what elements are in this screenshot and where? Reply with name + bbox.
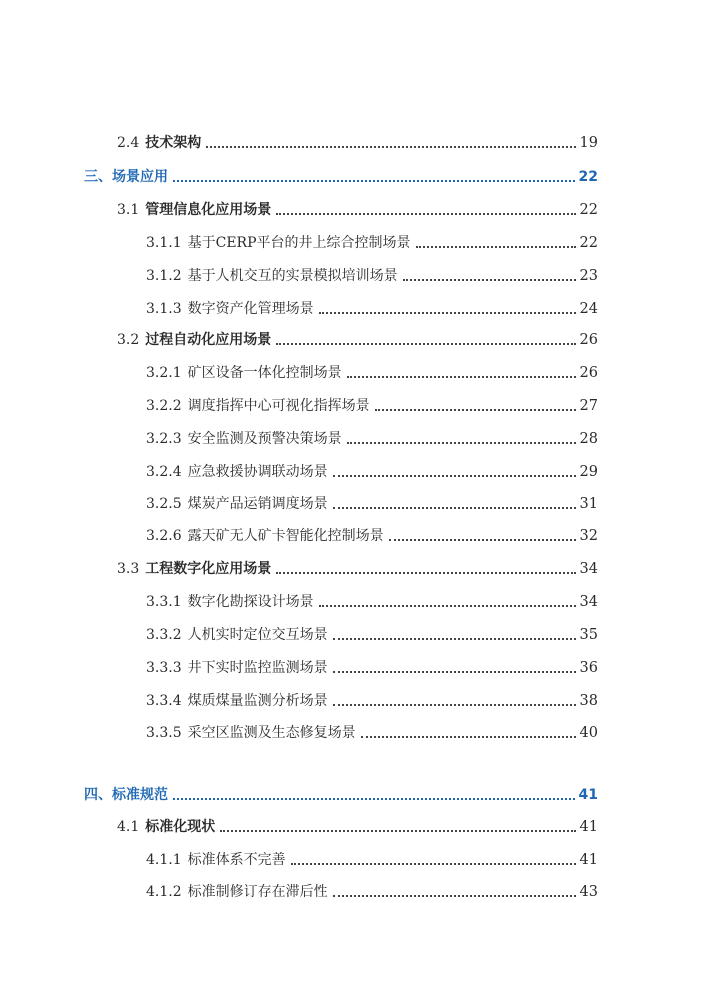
toc-entry-text: 人机实时定位交互场景 [187,627,328,643]
toc-entry-page: 26 [579,365,598,381]
toc-entry-title [117,134,201,152]
toc-entry-text: 煤质煤量监测分析场景 [187,693,328,709]
toc-entry-number: 3.2.5 [146,496,182,512]
toc-entry-page: 22 [578,169,598,185]
toc-entry-text: 应急救援协调联动场景 [187,464,328,480]
toc-entry[interactable] [0,164,598,186]
dot-leader [220,830,575,832]
toc-entry[interactable] [0,130,598,152]
toc-entry-title [146,883,328,901]
toc-entry-text: 基于CERP平台的井上综合控制场景 [187,235,411,251]
toc-entry-page: 34 [579,561,598,577]
toc-entry-number: 3.1.2 [146,268,182,284]
toc-entry-page: 23 [579,268,598,284]
toc-entry-title [146,626,328,644]
toc-entry-text: 采空区监测及生态修复场景 [187,725,356,741]
toc-entry-page: 38 [579,693,598,709]
toc-entry-text: 矿区设备一体化控制场景 [187,365,342,381]
toc-entry-number: 4.1 [117,819,140,835]
toc-entry-title [84,168,168,186]
dot-leader [333,475,576,477]
toc-entry-text: 标准制修订存在滞后性 [187,884,328,900]
toc-entry[interactable] [0,720,598,742]
toc-entry-text: 技术架构 [145,135,202,151]
toc-entry-page: 27 [579,398,598,414]
toc-entry-number: 3.2.1 [146,365,182,381]
dot-leader [416,246,576,248]
toc-entry-text: 四、标准规范 [84,787,168,803]
dot-leader [333,671,576,673]
toc-entry[interactable] [0,655,598,677]
toc-entry-page: 41 [578,787,598,803]
toc-entry[interactable] [0,879,598,901]
toc-entry-title [146,659,328,677]
toc-entry-title [146,234,411,252]
dot-leader [347,376,576,378]
toc-entry[interactable] [0,688,598,710]
toc-entry-number: 3.3.4 [146,693,182,709]
dot-leader [173,798,575,800]
toc-entry[interactable] [0,426,598,448]
dot-leader [403,279,576,281]
toc-entry[interactable] [0,393,598,415]
toc-entry-text: 三、场景应用 [84,169,168,185]
toc-entry-number: 4.1.2 [146,884,182,900]
toc-entry[interactable] [0,263,598,285]
toc-entry[interactable] [0,296,598,318]
dot-leader [206,146,575,148]
toc-entry-title [146,430,342,448]
toc-entry[interactable] [0,847,598,869]
dot-leader [389,539,576,541]
toc-entry-page: 31 [579,496,598,512]
toc-entry-page: 19 [579,135,598,151]
dot-leader [319,312,576,314]
toc-entry-title [146,300,314,318]
toc-entry-page: 43 [579,884,598,900]
toc-entry-text: 数字资产化管理场景 [187,301,314,317]
toc-entry-title [117,818,215,836]
dot-leader [276,343,575,345]
toc-entry[interactable] [0,523,598,545]
toc-entry-number: 3.3.2 [146,627,182,643]
toc-entry-page: 34 [579,594,598,610]
toc-entry-page: 28 [579,431,598,447]
dot-leader [291,863,576,865]
toc-entry-page: 24 [579,301,598,317]
dot-leader [333,895,576,897]
toc-entry-page: 36 [579,660,598,676]
toc-entry-number: 3.3.3 [146,660,182,676]
toc-entry[interactable] [0,459,598,481]
toc-entry[interactable] [0,782,598,804]
toc-entry-text: 标准体系不完善 [187,852,286,868]
dot-leader [173,180,575,182]
toc-entry-page: 22 [579,202,598,218]
dot-leader [361,736,576,738]
toc-entry[interactable] [0,327,598,349]
toc-entry-title [146,527,384,545]
dot-leader [333,638,576,640]
toc-entry[interactable] [0,589,598,611]
dot-leader [333,507,576,509]
toc-entry-title [146,463,328,481]
toc-entry-title [146,692,328,710]
toc-entry-title [146,851,286,869]
toc-entry[interactable] [0,230,598,252]
toc-entry-text: 煤炭产品运销调度场景 [187,496,328,512]
toc-entry-title [117,201,271,219]
toc-entry-number: 3.1.3 [146,301,182,317]
toc-entry-text: 井下实时监控监测场景 [187,660,328,676]
toc-entry[interactable] [0,197,598,219]
toc-entry-number: 3.2 [117,332,140,348]
dot-leader [347,442,576,444]
toc-entry-text: 过程自动化应用场景 [145,332,272,348]
toc-entry-text: 基于人机交互的实景模拟培训场景 [187,268,398,284]
toc-entry-number: 3.2.3 [146,431,182,447]
toc-entry-number: 2.4 [117,135,140,151]
dot-leader [375,409,576,411]
toc-entry-text: 露天矿无人矿卡智能化控制场景 [187,528,384,544]
toc-entry-page: 35 [579,627,598,643]
toc-entry-title [146,397,370,415]
toc-entry-text: 管理信息化应用场景 [145,202,272,218]
toc-entry-page: 26 [579,332,598,348]
dot-leader [333,704,576,706]
toc-entry-text: 调度指挥中心可视化指挥场景 [187,398,370,414]
toc-entry-title [84,786,168,804]
toc-entry-page: 41 [579,852,598,868]
toc-entry-number: 3.1.1 [146,235,182,251]
dot-leader [276,213,575,215]
toc-entry[interactable] [0,556,598,578]
toc-entry-title [146,495,328,513]
toc-entry-page: 29 [579,464,598,480]
toc-entry-page: 22 [579,235,598,251]
toc-entry-page: 32 [579,528,598,544]
toc-entry-title [117,331,271,349]
toc-entry-title [146,267,398,285]
toc-entry-number: 3.3.5 [146,725,182,741]
toc-entry-number: 3.3.1 [146,594,182,610]
toc-entry-number: 3.1 [117,202,140,218]
toc-entry-number: 3.2.4 [146,464,182,480]
toc-entry-text: 工程数字化应用场景 [145,561,272,577]
toc-entry-text: 安全监测及预警决策场景 [187,431,342,447]
toc-entry-page: 41 [579,819,598,835]
toc-entry-title [146,724,356,742]
toc-entry-text: 标准化现状 [145,819,216,835]
toc-entry-title [117,560,271,578]
toc-entry-number: 3.3 [117,561,140,577]
toc-entry-title [146,593,314,611]
toc-entry[interactable] [0,814,598,836]
toc-entry-number: 3.2.6 [146,528,182,544]
toc-entry[interactable] [0,360,598,382]
dot-leader [319,605,576,607]
toc-entry-text: 数字化勘探设计场景 [187,594,314,610]
toc-entry-number: 4.1.1 [146,852,182,868]
toc-entry[interactable] [0,491,598,513]
dot-leader [276,572,575,574]
toc-entry[interactable] [0,622,598,644]
toc-entry-number: 3.2.2 [146,398,182,414]
toc-entry-page: 40 [579,725,598,741]
toc-entry-title [146,364,342,382]
